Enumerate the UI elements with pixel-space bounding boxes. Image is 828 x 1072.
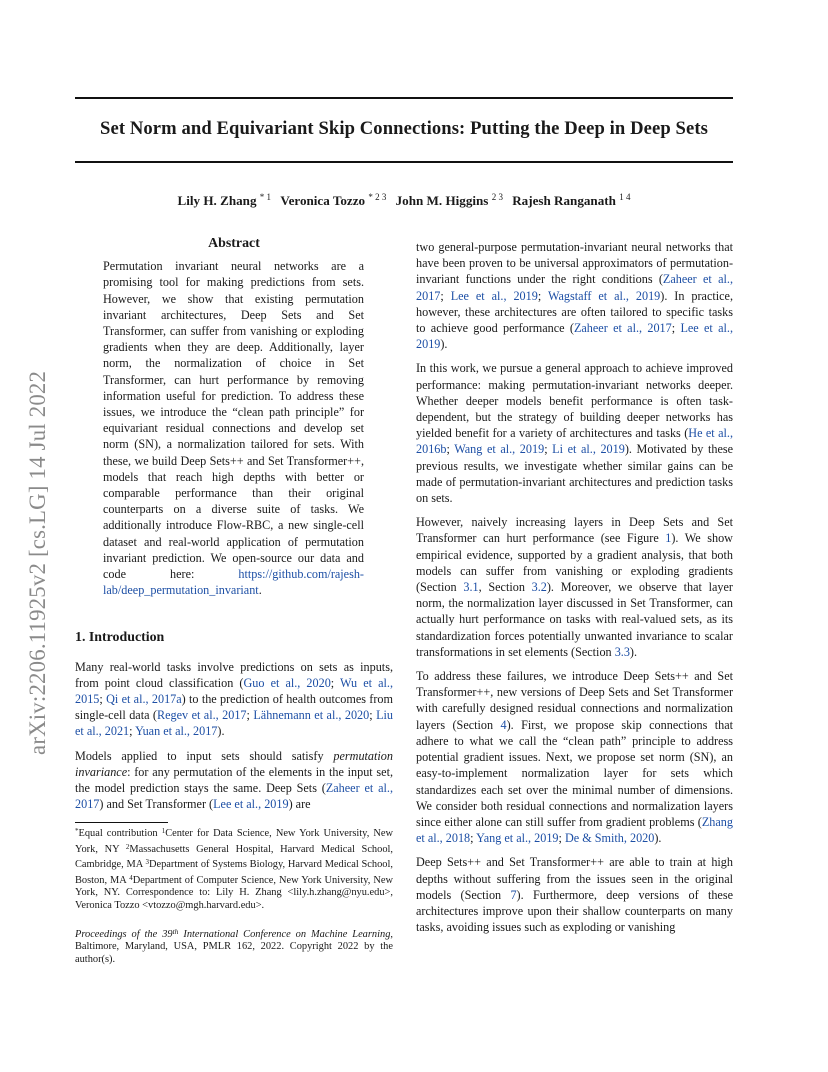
- text-run: , Baltimore, Maryland, USA, PMLR 162, 2022. Copyright 2022 by the author(s).: [75, 928, 394, 965]
- citation-link[interactable]: Wu et al., 2015: [75, 675, 393, 707]
- proceedings-notice: [75, 926, 393, 967]
- citation-link[interactable]: 3.1: [463, 580, 479, 595]
- author: [512, 193, 630, 208]
- text-run: Deep Sets++ and Set Transformer++ are able to train at high depths without suffering from the issues seen in the original models (Section: [416, 855, 733, 902]
- text-run: To address these failures, we introduce Deep Sets++ and Set Transformer++, new versions of Deep Sets and Set Transformer with carefully designed residual connections and normalization layers (Section: [416, 669, 733, 732]
- body-paragraph: [416, 854, 733, 935]
- text-run: ;: [129, 724, 136, 739]
- author-affiliation-marks: * 2 3: [368, 192, 387, 202]
- text-run: ) to the prediction of health outcomes from single-cell data (: [75, 692, 393, 723]
- abstract-text-continued: ), a normalization tailored for sets. With these, we build Deep Sets++ and Set Transformer++, models that reach high depths with better or comparable performance than their original counterparts on a diverse suite of tasks. We additionally introduce Flow-RBC, a new single-cell dataset and real-world application of permutation invariant prediction. We open-source our data and code here:: [103, 437, 364, 582]
- code-repository-link[interactable]: https://github.com/rajesh-lab/deep_permutation_invariant: [103, 567, 364, 598]
- author-affiliation-marks: 1 4: [619, 192, 631, 202]
- text-run: ). In practice, however, these architectures are often tailored to specific tasks to achieve good performance (: [416, 288, 733, 336]
- superscript-mark: 4: [129, 873, 133, 882]
- text-run: ;: [537, 288, 548, 303]
- superscript-mark: *: [75, 827, 79, 835]
- abstract-sn-term: SN: [138, 437, 154, 452]
- citation-link[interactable]: Zaheer et al., 2017: [573, 321, 672, 336]
- citation-link[interactable]: Yang et al., 2019: [476, 831, 559, 846]
- citation-link[interactable]: 7: [510, 887, 517, 902]
- text-run: Proceedings of the 39: [75, 928, 173, 940]
- text-run: ).: [440, 337, 448, 352]
- citation-link[interactable]: Zaheer et al., 2017: [75, 781, 393, 812]
- citation-link[interactable]: 3.3: [614, 644, 630, 659]
- abstract-body: [103, 258, 364, 598]
- citation-link[interactable]: Lee et al., 2019: [213, 797, 289, 812]
- text-run: ) and Set Transformer (: [99, 797, 214, 812]
- text-run: , Section: [478, 580, 532, 595]
- paper-title: Set Norm and Equivariant Skip Connections: Putting the Deep in Deep Sets: [100, 118, 708, 139]
- citation-link[interactable]: Qi et al., 2017a: [106, 692, 182, 707]
- text-run: ). Furthermore, deep versions of these architectures improve upon their shallow counterparts on many tasks, avoiding issues such as exploding or vanishing: [416, 887, 733, 935]
- text-run: Many real-world tasks involve predictions on sets as inputs, from point cloud classification (: [75, 659, 393, 690]
- citation-link[interactable]: Liu et al., 2021: [75, 708, 394, 739]
- right-column: [416, 239, 733, 943]
- text-run: ). First, we propose skip connections that adhere to what we call the “clean path” principle to address potential gradient issues. Next, we propose set norm (: [416, 717, 734, 765]
- intro-paragraph: [75, 659, 393, 740]
- superscript-mark: 1: [161, 827, 166, 835]
- author-name: Rajesh Ranganath: [512, 193, 616, 208]
- text-run: ) are: [288, 797, 311, 812]
- text-run: ). Moreover, we observe that layer norm, the normalization layer discussed in Set Transformer, can actually hurt performance on tasks with real-valued sets, as its standardization forces potentially unwanted invariance to scalar transformations in set elements (Section: [416, 580, 733, 659]
- text-run: : for any permutation of the elements in the input set, the model prediction stays the same. Deep Sets (: [75, 764, 393, 796]
- text-run: Department of Computer Science, New York University, New York, NY. Correspondence to: Lily H. Zhang <lily.h.zhang@nyu.edu>, Veronica Tozzo <vtozzo@mgh.harvard.edu>.: [75, 874, 393, 911]
- body-paragraph: [416, 239, 733, 352]
- text-run: Models applied to input sets should satisfy: [75, 748, 334, 763]
- citation-link[interactable]: Yuan et al., 2017: [135, 724, 218, 739]
- author-affiliation-marks: * 1: [259, 192, 272, 202]
- text-run: ).: [217, 724, 225, 739]
- abstract-end: .: [258, 583, 262, 598]
- citation-link[interactable]: Guo et al., 2020: [243, 675, 331, 690]
- text-run: ). We show empirical evidence, supported by a gradient analysis, that both models can suffer from vanishing or exploding gradients (Section: [416, 531, 733, 595]
- text-run: Center for Data Science, New York University, New York, NY: [75, 828, 393, 855]
- text-run: International Conference on Machine Learning: [178, 928, 391, 940]
- author: [178, 193, 271, 208]
- author: [396, 193, 503, 208]
- citation-link[interactable]: 3.2: [531, 580, 547, 595]
- left-column: [75, 236, 393, 821]
- citation-link[interactable]: Regev et al., 2017: [157, 708, 247, 723]
- author-name: Lily H. Zhang: [177, 193, 257, 208]
- superscript-mark: 3: [145, 858, 149, 867]
- text-run: However, naively increasing layers in Deep Sets and Set Transformer can hurt performance (see Figure: [416, 515, 733, 546]
- citation-link[interactable]: Wang et al., 2019: [454, 442, 545, 457]
- text-run: ;: [369, 708, 377, 723]
- citation-link[interactable]: 1: [665, 531, 672, 546]
- text-run: ;: [246, 708, 254, 723]
- text-run: two general-purpose permutation-invariant neural networks that have been proven to be universal approximators of permutation-invariant functions under the right conditions (: [416, 240, 733, 287]
- text-run: ;: [558, 831, 565, 846]
- citation-link[interactable]: Lähnemann et al., 2020: [253, 708, 370, 723]
- citation-link[interactable]: Zaheer et al., 2017: [416, 272, 733, 303]
- author-name: Veronica Tozzo: [280, 193, 366, 208]
- top-rule: [75, 97, 733, 99]
- text-run: ). Motivated by these previous results, we investigate whether similar gains can be made of permutation-invariant architectures and prediction tasks on sets.: [416, 442, 734, 506]
- abstract-heading: Abstract: [208, 236, 260, 251]
- text-run: In this work, we pursue a general approach to achieve improved performance: making permutation-invariant networks deeper. Whether deeper models benefit performance is often task-dependent, but the strategy of building deeper networks has yielded benefit for a variety of architectures and tasks (: [416, 361, 733, 441]
- superscript-mark: 2: [125, 842, 130, 851]
- text-run: Massachusetts General Hospital, Harvard Medical School, Cambridge, MA: [75, 843, 394, 871]
- abstract-text: Permutation invariant neural networks are a promising tool for making predictions from sets. However, we show that existing permutation invariant architectures, Deep Sets and Set Transformer, can suffer from vanishing or exploding gradients when they are deep. Additionally, layer norm, the normalization of choice in Set Transformer, can hurt performance by removing information useful for prediction. To address these issues, we introduce the “clean path principle” for equivariant residual connections and develop set norm (: [103, 259, 364, 452]
- citation-link[interactable]: He et al., 2016b: [416, 426, 733, 457]
- text-run: ;: [440, 288, 451, 303]
- body-paragraph: [416, 668, 733, 846]
- citation-link[interactable]: Lee et al., 2019: [416, 321, 734, 352]
- citation-link[interactable]: Wagstaff et al., 2019: [547, 288, 661, 303]
- citation-link[interactable]: Lee et al., 2019: [450, 288, 538, 303]
- text-run: ).: [654, 831, 662, 846]
- superscript-mark: th: [172, 926, 179, 936]
- citation-link[interactable]: De & Smith, 2020: [564, 831, 655, 846]
- author-list: [75, 192, 733, 209]
- author: [280, 193, 386, 208]
- footnote-rule: [75, 822, 168, 823]
- section-heading-introduction: 1. Introduction: [75, 630, 165, 646]
- small-caps-term: SN: [693, 750, 710, 765]
- body-paragraph: [416, 360, 733, 506]
- footnote-block: [75, 822, 393, 966]
- text-run: permutation invariance: [75, 748, 393, 779]
- text-run: ).: [629, 644, 638, 659]
- text-run: ;: [470, 831, 477, 846]
- text-run: Equal contribution: [78, 828, 162, 839]
- text-run: ;: [99, 692, 107, 707]
- title-bottom-rule: [75, 161, 733, 163]
- citation-link[interactable]: 4: [500, 717, 507, 732]
- citation-link[interactable]: Zhang et al., 2018: [416, 814, 733, 846]
- affiliation-footnote: [75, 825, 393, 913]
- text-run: ;: [671, 321, 681, 336]
- intro-paragraph: [75, 748, 393, 813]
- author-affiliation-marks: 2 3: [491, 192, 503, 202]
- arxiv-identifier: arXiv:2206.11925v2 [cs.LG] 14 Jul 2022: [25, 370, 50, 755]
- author-name: John M. Higgins: [395, 193, 489, 208]
- text-run: ;: [544, 442, 553, 457]
- citation-link[interactable]: Li et al., 2019: [552, 442, 625, 457]
- text-run: Department of Systems Biology, Harvard Medical School, Boston, MA: [75, 859, 393, 886]
- text-run: ), an easy-to-implement normalization layer for sets which standardizes each set over the minimal number of dimensions. We consider both residual connections and normalization layers since either alone can still suffer from gradient problems (: [416, 750, 733, 829]
- body-paragraph: [416, 514, 733, 660]
- text-run: ;: [446, 442, 455, 457]
- text-run: ;: [330, 675, 341, 690]
